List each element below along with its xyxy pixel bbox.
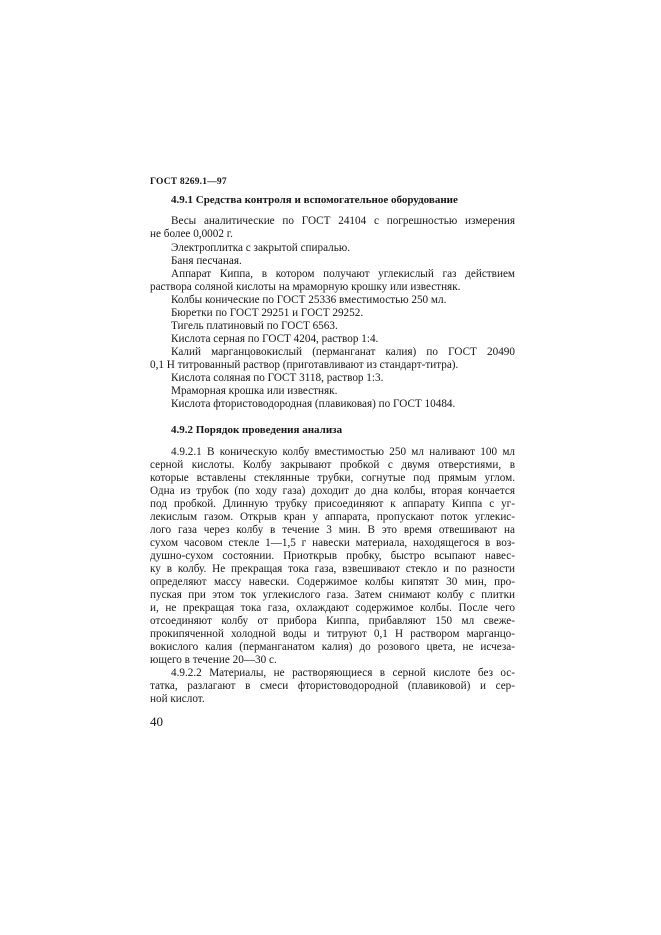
paragraph-line: татка, разлагают в смеси фтористоводородной (плавиковой) и сер- <box>150 680 515 692</box>
paragraph-line: лекислым газом. Открыв кран у аппарата, пропускают поток углекис- <box>150 511 515 523</box>
paragraph-line: 4.9.2.1 В коническую колбу вместимостью 250 мл наливают 100 мл <box>171 446 515 458</box>
paragraph-line: Калий марганцовокислый (перманганат калия) по ГОСТ 20490 <box>171 346 515 358</box>
paragraph-line: определяют массу навески. Содержимое колбы кипятят 30 мин, про- <box>150 576 515 588</box>
paragraph-line: Колбы конические по ГОСТ 25336 вместимостью 250 мл. <box>171 294 447 306</box>
paragraph-line: Аппарат Киппа, в котором получают углекислый газ действием <box>171 268 515 280</box>
paragraph-line: Кислота фтористоводородная (плавиковая) по ГОСТ 10484. <box>171 398 456 410</box>
paragraph-line: которые вставлены стеклянные трубки, согнутые под прямым углом. <box>150 472 515 484</box>
document-header: ГОСТ 8269.1—97 <box>150 177 227 187</box>
paragraph-line: серной кислоты. Колбу закрывают пробкой с двумя отверстиями, в <box>150 459 515 471</box>
paragraph-line: и, не прекращая тока газа, охлаждают содержимое колбы. После чего <box>150 602 515 614</box>
paragraph-line: душно-сухом состоянии. Приоткрыв пробку, быстро всыпают навес- <box>150 550 515 562</box>
paragraph-line: ющего в течение 20—30 с. <box>150 654 277 666</box>
paragraph-line: Электроплитка с закрытой спиралью. <box>171 242 351 254</box>
paragraph-line: раствора соляной кислоты на мраморную крошку или известняк. <box>150 281 461 293</box>
paragraph-line: Весы аналитические по ГОСТ 24104 с погрешностью измерения <box>171 215 515 227</box>
paragraph-line: пуская при этом ток углекислого газа. Затем снимают колбу с плитки <box>150 589 515 601</box>
paragraph-line: 4.9.2.2 Материалы, не растворяющиеся в серной кислоте без ос- <box>171 667 515 679</box>
paragraph-line: Бюретки по ГОСТ 29251 и ГОСТ 29252. <box>171 307 364 319</box>
paragraph-line: лого газа через колбу в течение 3 мин. В это время отвешивают на <box>150 524 515 536</box>
paragraph-line: Тигель платиновый по ГОСТ 6563. <box>171 320 338 332</box>
paragraph-line: сухом часовом стекле 1—1,5 г навески материала, находящегося в воз- <box>150 537 515 549</box>
paragraph-line: прокипяченной холодной воды и титруют 0,1 Н раствором марганцо- <box>150 628 515 640</box>
paragraph-line: Баня песчаная. <box>171 255 242 267</box>
paragraph-line: не более 0,0002 г. <box>150 228 233 240</box>
paragraph-line: Мраморная крошка или известняк. <box>171 385 338 397</box>
paragraph-line: ку в колбу. Не прекращая тока газа, взвешивают стекло и по разности <box>150 563 515 575</box>
page-number: 40 <box>150 714 163 729</box>
section-title-4-9-1: 4.9.1 Средства контроля и вспомогательное оборудование <box>171 194 458 206</box>
paragraph-line: ной кислот. <box>150 693 205 705</box>
paragraph-line: Кислота серная по ГОСТ 4204, раствор 1:4. <box>171 333 379 345</box>
paragraph-line: Одна из трубок (по ходу газа) доходит до дна колбы, вторая кончается <box>150 485 515 497</box>
paragraph-line: под пробкой. Длинную трубку присоединяют к аппарату Киппа с уг- <box>150 498 515 510</box>
paragraph-line: вокислого калия (перманганатом калия) до розового цвета, не исчеза- <box>150 641 515 653</box>
paragraph-line: Кислота соляная по ГОСТ 3118, раствор 1:3. <box>171 372 384 384</box>
paragraph-line: 0,1 Н титрованный раствор (приготавливают из стандарт-титра). <box>150 359 459 371</box>
section-title-4-9-2: 4.9.2 Порядок проведения анализа <box>171 424 343 436</box>
paragraph-line: отсоединяют колбу от прибора Киппа, прибавляют 150 мл свеже- <box>150 615 515 627</box>
